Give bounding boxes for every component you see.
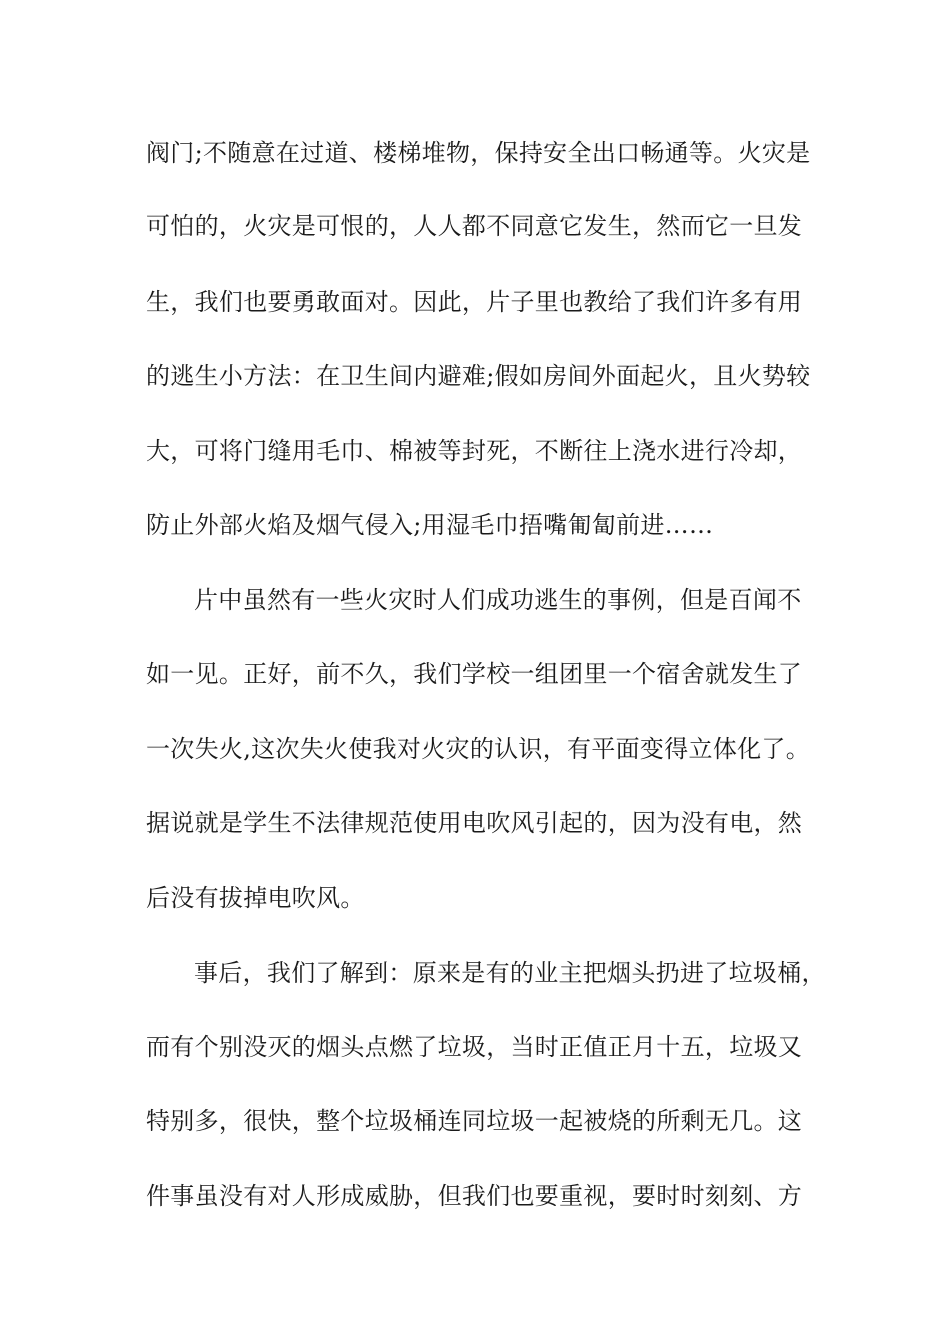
text-line: 一次失火,这次失火使我对火灾的认识，有平面变得立体化了。 — [146, 735, 811, 763]
text-line: 如一见。正好，前不久，我们学校一组团里一个宿舍就发生了 — [146, 660, 803, 688]
paragraph-first-line: 片中虽然有一些火灾时人们成功逃生的事例，但是百闻不 — [194, 586, 802, 614]
text-line: 后没有拔掉电吹风。 — [146, 884, 365, 912]
text-line: 件事虽没有对人形成威胁，但我们也要重视，要时时刻刻、方 — [146, 1182, 803, 1210]
text-line: 据说就是学生不法律规范使用电吹风引起的，因为没有电，然 — [146, 809, 803, 837]
text-line: 大，可将门缝用毛巾、棉被等封死，不断往上浇水进行冷却， — [146, 437, 803, 465]
text-line: 防止外部火焰及烟气侵入;用湿毛巾捂嘴匍匐前进…… — [146, 511, 714, 539]
text-line: 而有个别没灭的烟头点燃了垃圾，当时正值正月十五，垃圾又 — [146, 1033, 803, 1061]
text-line: 的逃生小方法：在卫生间内避难;假如房间外面起火，且火势较 — [146, 362, 811, 390]
paragraph-first-line: 事后，我们了解到：原来是有的业主把烟头扔进了垃圾桶， — [194, 959, 826, 987]
text-line: 阀门;不随意在过道、楼梯堆物，保持安全出口畅通等。火灾是 — [146, 139, 811, 167]
text-line: 可怕的，火灾是可恨的，人人都不同意它发生，然而它一旦发 — [146, 212, 803, 240]
text-line: 生，我们也要勇敢面对。因此，片子里也教给了我们许多有用 — [146, 288, 803, 316]
text-line: 特别多，很快，整个垃圾桶连同垃圾一起被烧的所剩无几。这 — [146, 1107, 803, 1135]
